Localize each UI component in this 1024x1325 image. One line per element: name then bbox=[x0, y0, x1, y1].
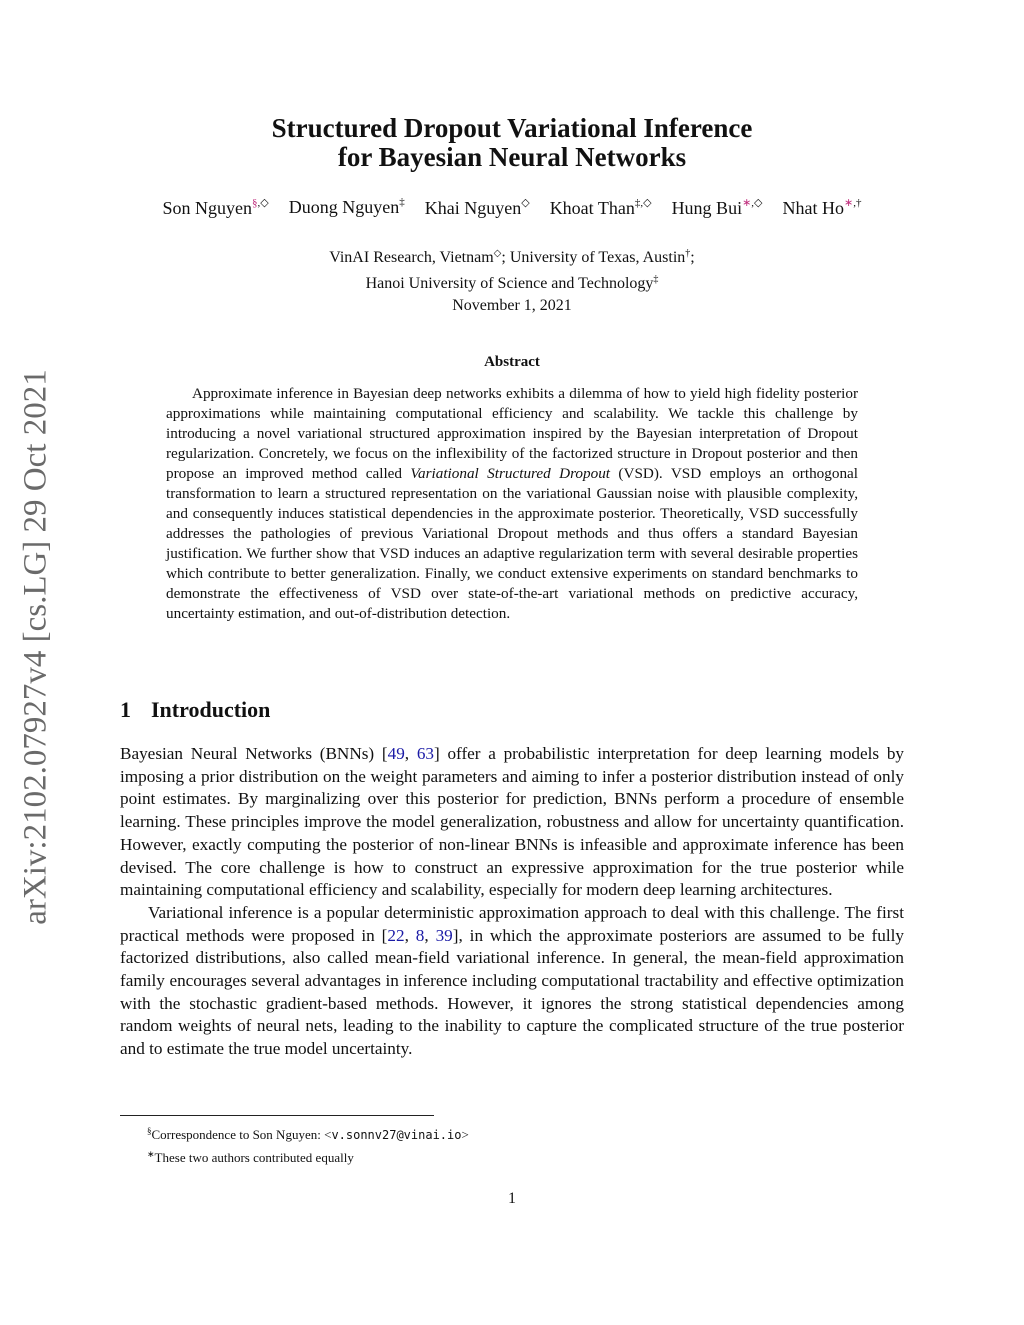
introduction-body bbox=[120, 743, 904, 1061]
section-heading-introduction bbox=[120, 697, 270, 723]
arxiv-sidebar bbox=[6, 357, 66, 937]
affiliations bbox=[120, 243, 904, 317]
author: Khai Nguyen◇ bbox=[424, 197, 530, 218]
page-number: 1 bbox=[508, 1190, 516, 1207]
paragraph: Variational inference is a popular deterministic approximation approach to deal with this challenge. The first practical methods were proposed in [22, 8, 39], in which the approximate posteriors are assumed to be fully factorized distributions, also called mean-field variational inference. In general, the mean-field approximation family encourages several advantages in inference including computational tractability and effective optimization with the stochastic gradient-based methods. However, it ignores the strong statistical dependencies among random weights of neural nets, leading to the inability to capture the complicated structure of the true posterior and to estimate the true model uncertainty. bbox=[120, 902, 905, 1059]
section-title: Introduction bbox=[151, 697, 271, 722]
abstract-heading: Abstract bbox=[484, 354, 540, 370]
arxiv-identifier: arXiv:2102.07927v4 [cs.LG] 29 Oct 2021 bbox=[17, 369, 54, 925]
author: Duong Nguyen‡ bbox=[288, 196, 405, 217]
paper-date: November 1, 2021 bbox=[452, 297, 572, 314]
citation-link[interactable]: 49 bbox=[387, 744, 405, 763]
affiliation-line-1: VinAI Research, Vietnam◇; University of Texas, Austin†; bbox=[329, 248, 695, 266]
title-line-1: Structured Dropout Variational Inference bbox=[271, 113, 753, 143]
email-address[interactable]: v.sonnv27@vinai.io bbox=[331, 1128, 462, 1142]
author: Khoat Than‡,◇ bbox=[549, 197, 652, 218]
author-list bbox=[110, 196, 914, 219]
section-number: 1 bbox=[120, 697, 131, 722]
citation-link[interactable]: 22 bbox=[387, 925, 405, 945]
abstract-text: Approximate inference in Bayesian deep networks exhibits a dilemma of how to yield high fidelity posterior approximations while maintaining computational efficiency and scalability. We tackle this challenge by introducing a novel variational structured approximation inspired by the Bayesian interpretation of Dropout regularization. Concretely, we focus on the inflexibility of the factorized structure in Dropout posterior and then propose an improved method called Variational Structured Dropout (VSD). VSD employs an orthogonal transformation to learn a structured representation on the variational Gaussian noise with plausible complexity, and consequently induces statistical dependencies in the approximate posterior. Theoretically, VSD successfully addresses the pathologies of previous Variational Dropout methods and thus offers a standard Bayesian justification. We further show that VSD induces an adaptive regularization term with several desirable properties which contribute to better generalization. Finally, we conduct extensive experiments on standard benchmarks to demonstrate the effectiveness of VSD over state-of-the-art variational methods on predictive accuracy, uncertainty estimation, and out-of-distribution detection. bbox=[166, 385, 859, 622]
author: Nhat Ho∗,† bbox=[782, 197, 862, 218]
citation-link[interactable]: 63 bbox=[416, 744, 434, 763]
author: Son Nguyen§,◇ bbox=[162, 197, 269, 218]
citation-link[interactable]: 39 bbox=[435, 925, 453, 945]
paragraph: Bayesian Neural Networks (BNNs) [49, 63] offer a probabilistic interpretation for deep learning models by imposing a prior distribution on the weight parameters and aiming to infer a posterior distribution instead of only point estimates. By marginalizing over this posterior for prediction, BNNs perform a procedure of ensemble learning. These principles improve the model generalization, robustness and allow for uncertainty quantification. However, exactly computing the posterior of non-linear BNNs is infeasible and approximate inference has been devised. The core challenge is how to construct an expressive approximation for the true posterior while maintaining computational efficiency and scalability, especially for modern deep learning architectures. bbox=[120, 744, 905, 900]
method-name-emphasis: Variational Structured Dropout bbox=[410, 465, 611, 482]
footnote-correspondence: §Correspondence to Son Nguyen: <v.sonnv27@vinai.io> bbox=[147, 1126, 469, 1142]
footnote-divider bbox=[120, 1115, 434, 1116]
affiliation-line-2: Hanoi University of Science and Technology‡ bbox=[365, 274, 659, 292]
footnotes bbox=[147, 1122, 469, 1167]
paper-title bbox=[120, 114, 904, 172]
title-line-2: for Bayesian Neural Networks bbox=[337, 142, 687, 172]
author: Hung Bui∗,◇ bbox=[671, 197, 763, 218]
footnote-equal-contribution: ∗These two authors contributed equally bbox=[147, 1149, 354, 1165]
citation-link[interactable]: 8 bbox=[415, 925, 425, 945]
